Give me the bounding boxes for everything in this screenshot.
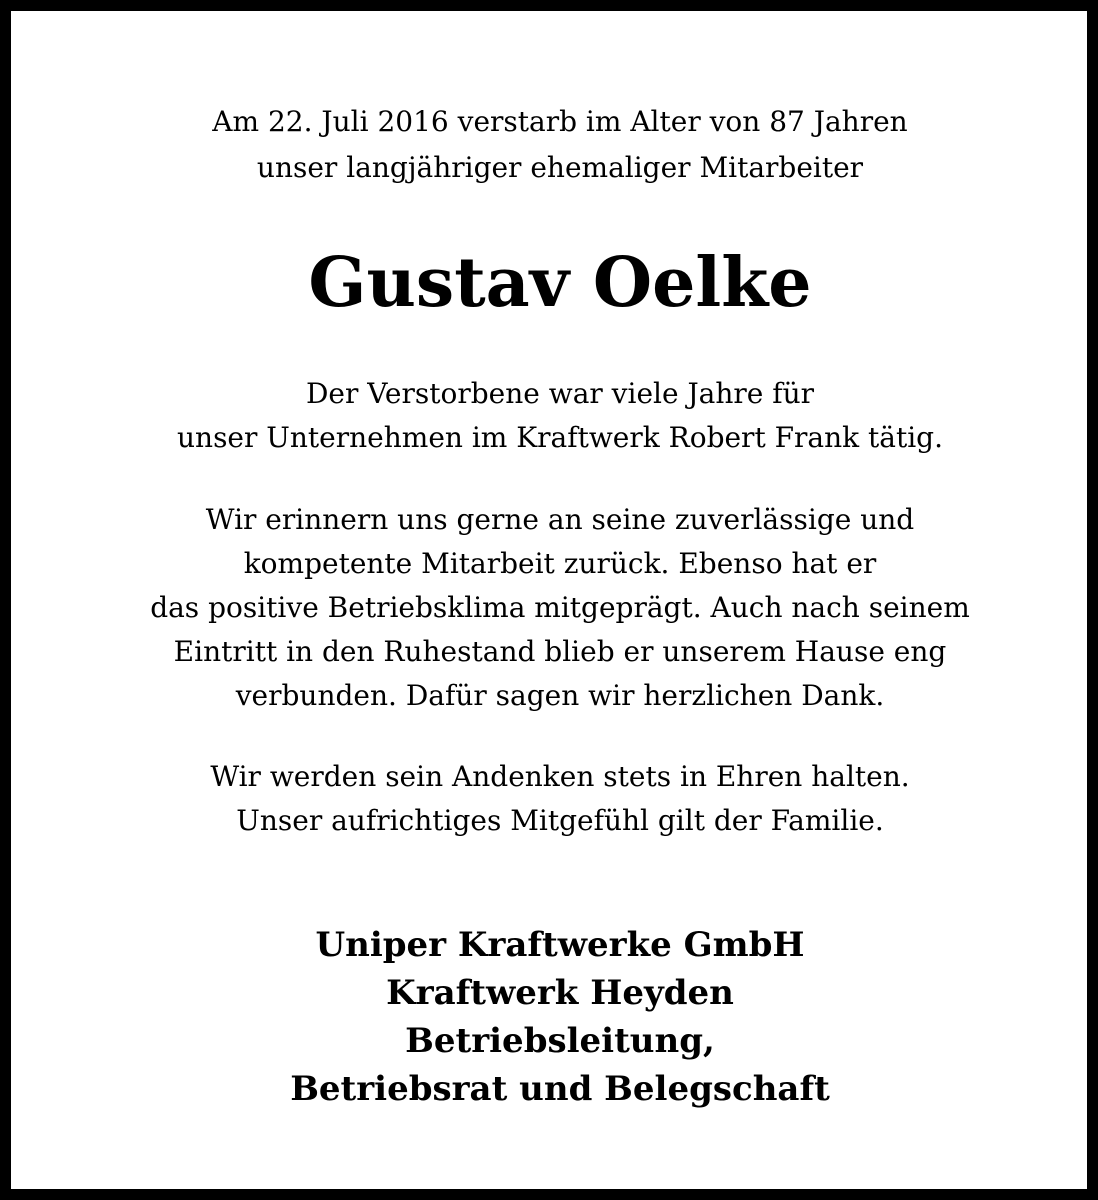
paragraph-line: kompetente Mitarbeit zurück. Ebenso hat er (243, 547, 877, 580)
paragraph-line: Eintritt in den Ruhestand blieb er unserem Hause eng (173, 635, 947, 668)
paragraph-tenure (11, 372, 1098, 460)
intro-line: Am 22. Juli 2016 verstarb im Alter von 87 Jahren (212, 105, 908, 138)
intro-line: unser langjähriger ehemaliger Mitarbeiter (256, 151, 864, 184)
paragraph-line: Wir erinnern uns gerne an seine zuverlässige und (205, 503, 915, 536)
signature-line: Betriebsleitung, (405, 1021, 715, 1061)
paragraph-line: unser Unternehmen im Kraftwerk Robert Frank tätig. (177, 421, 943, 454)
paragraph-line: Der Verstorbene war viele Jahre für (305, 377, 815, 410)
intro-text (11, 99, 1098, 191)
paragraph-line: Unser aufrichtiges Mitgefühl gilt der Familie. (236, 804, 884, 837)
signature-block (11, 921, 1098, 1113)
paragraph-appreciation (11, 498, 1098, 718)
signature-line: Kraftwerk Heyden (386, 973, 734, 1013)
paragraph-line: Wir werden sein Andenken stets in Ehren halten. (210, 760, 910, 793)
paragraph-line: verbunden. Dafür sagen wir herzlichen Dank. (235, 679, 885, 712)
signature-line: Betriebsrat und Belegschaft (290, 1069, 830, 1109)
paragraph-remembrance (11, 755, 1098, 843)
deceased-name: Gustav Oelke (308, 243, 812, 323)
signature-line: Uniper Kraftwerke GmbH (315, 925, 805, 965)
paragraph-line: das positive Betriebsklima mitgeprägt. Auch nach seinem (150, 591, 970, 624)
